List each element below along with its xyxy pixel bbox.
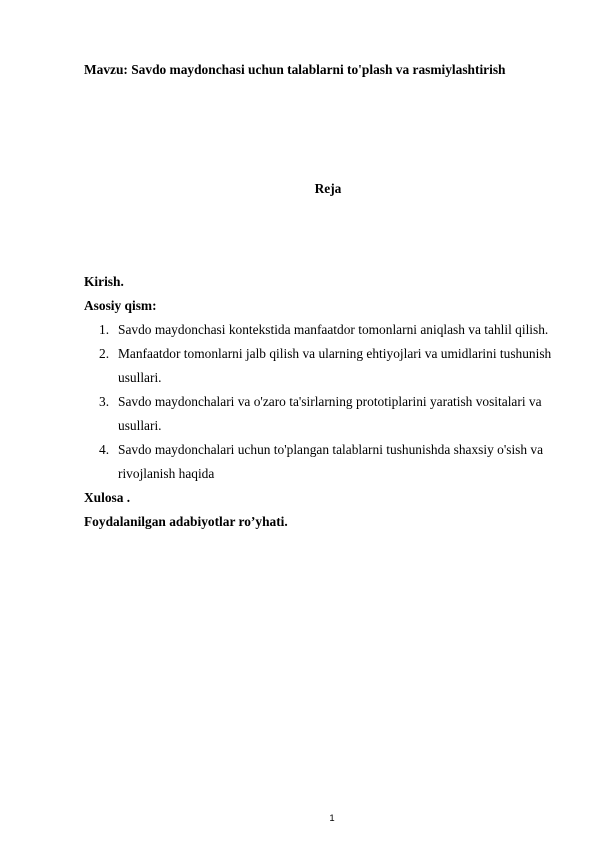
list-item xyxy=(84,318,584,342)
list-item xyxy=(84,342,584,390)
plan-outline xyxy=(84,270,584,534)
list-item-text: Savdo maydonchalari uchun to'plangan talablarni tushunishda shaxsiy o'sish va rivojlanish haqida xyxy=(118,442,544,481)
main-part-heading: Asosiy qism: xyxy=(84,298,157,313)
list-item xyxy=(84,438,584,486)
plan-heading: Reja xyxy=(314,181,342,196)
main-part-list xyxy=(84,318,584,486)
list-item-text: Savdo maydonchalari va o'zaro ta'sirlarning prototiplarini yaratish vositalari va usullari. xyxy=(118,394,542,433)
topic-title: Mavzu: Savdo maydonchasi uchun talablarni to'plash va rasmiylashtirish xyxy=(84,62,506,77)
list-item-number: 2. xyxy=(99,346,110,361)
list-item-number: 1. xyxy=(99,322,110,337)
list-item-text: Manfaatdor tomonlarni jalb qilish va ularning ehtiyojlari va umidlarini tushunish usullari. xyxy=(118,346,552,385)
list-item-number: 3. xyxy=(99,394,110,409)
list-item-number: 4. xyxy=(99,442,110,457)
introduction-heading: Kirish. xyxy=(84,274,124,289)
list-item xyxy=(84,390,584,438)
references-heading: Foydalanilgan adabiyotlar ro’yhati. xyxy=(84,514,288,529)
page-number: 1 xyxy=(329,813,335,824)
list-item-text: Savdo maydonchasi kontekstida manfaatdor tomonlarni aniqlash va tahlil qilish. xyxy=(118,322,549,337)
conclusion-heading: Xulosa . xyxy=(84,490,131,505)
